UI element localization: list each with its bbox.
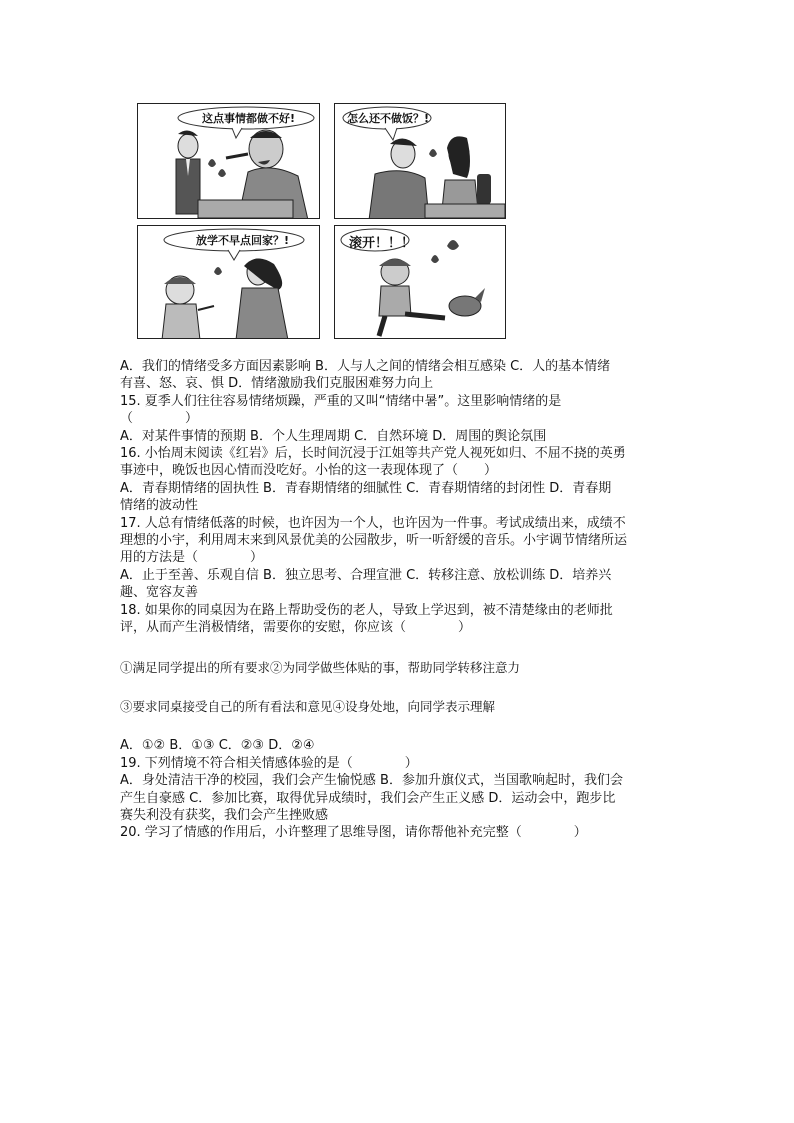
panel-3-speech: 放学不早点回家？! [196,234,290,247]
q17-stem-line2: 理想的小宇，利用周末来到风景优美的公园散步，听一听舒缓的音乐。小宇调节情绪所运 [120,533,628,549]
panel-2-speech: 怎么还不做饭？! [347,112,430,125]
q19-options-line3: 赛失利没有获奖，我们会产生挫败感 [120,807,329,823]
q20-stem: 20. 学习了情感的作用后，小许整理了思维导图，请你帮他补充完整（ ） [120,825,587,841]
comic-panel-1 [137,103,320,219]
q16-options-line2: 情绪的波动性 [120,498,199,514]
q18-stem-line1: 18. 如果你的同桌因为在路上帮助受伤的老人，导致上学迟到，被不清楚缘由的老师批 [120,602,613,618]
comic-strip [137,103,509,339]
q19-options-line1: A．身处清洁干净的校园，我们会产生愉悦感 B．参加升旗仪式，当国歌响起时，我们会 [120,773,623,789]
q18-statement-2: ③要求同桌接受自己的所有看法和意见④设身处地，向同学表示理解 [120,698,496,714]
q18-statement-1: ①满足同学提出的所有要求②为同学做些体贴的事，帮助同学转移注意力 [120,659,521,675]
q19-options-line2: 产生自豪感 C．参加比赛，取得优异成绩时，我们会产生正义感 D．运动会中，跑步比 [120,790,616,806]
q15-options: A．对某件事情的预期 B．个人生理周期 C．自然环境 D．周围的舆论氛围 [120,428,547,444]
q15-stem-line1: 15. 夏季人们往往容易情绪烦躁，严重的又叫“情绪中暑”。这里影响情绪的是 [120,393,562,409]
q16-options-line1: A．青春期情绪的固执性 B．青春期情绪的细腻性 C．青春期情绪的封闭性 D．青春期 [120,480,612,496]
comic-panel-3 [137,225,320,339]
q14-options-line2: 有喜、怒、哀、惧 D．情绪激励我们克服困难努力向上 [120,376,434,392]
q17-options-line2: 趣、宽容友善 [120,585,199,601]
panel-4-speech: 滚开！！！ [349,236,415,251]
q16-stem-line1: 16. 小怡周末阅读《红岩》后，长时间沉浸于江姐等共产党人视死如归、不屈不挠的英勇 [120,446,626,462]
q18-stem-line2: 评，从而产生消极情绪，需要你的安慰，你应该（ ） [120,620,472,636]
q17-stem-line3: 用的方法是（ ） [120,550,264,566]
q19-stem: 19. 下列情境不符合相关情感体验的是（ ） [120,755,418,771]
q17-options-line1: A．止于至善、乐观自信 B．独立思考、合理宣泄 C．转移注意、放松训练 D．培养兴 [120,567,612,583]
q15-stem-line2: （ ） [120,411,199,427]
q14-options-line1: A．我们的情绪受多方面因素影响 B．人与人之间的情绪会相互感染 C．人的基本情绪 [120,359,611,374]
q18-options: A．①② B．①③ C．②③ D．②④ [120,738,315,754]
comic-panel-4 [334,225,506,339]
comic-panel-2 [334,103,506,219]
questions-text-block [120,358,680,842]
q17-stem-line1: 17. 人总有情绪低落的时候，也许因为一个人，也许因为一件事。考试成绩出来，成绩不 [120,515,626,531]
panel-1-speech: 这点事情都做不好! [202,112,296,125]
q16-stem-line2: 事迹中，晚饭也因心情而没吃好。小怡的这一表现体现了（ ） [120,463,498,479]
